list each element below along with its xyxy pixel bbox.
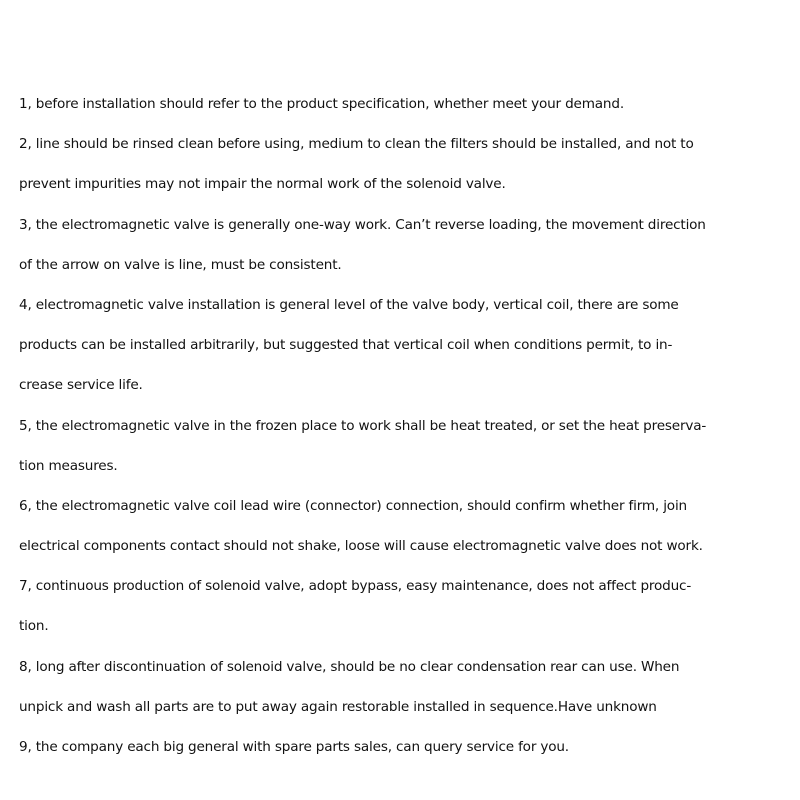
text-line-1: 1, before installation should refer to the product specification, whether meet your demand. [19, 96, 624, 112]
text-line-7: products can be installed arbitrarily, but suggested that vertical coil when conditions permit, to in- [19, 337, 673, 354]
text-line-6: 4, electromagnetic valve installation is general level of the valve body, vertical coil, there are some [19, 296, 679, 313]
text-line-9: 5, the electromagnetic valve in the frozen place to work shall be heat treated, or set the heat preserva- [19, 417, 707, 434]
text-line-10: tion measures. [19, 457, 118, 474]
text-line-14: tion. [19, 618, 49, 635]
text-line-11: 6, the electromagnetic valve coil lead wire (connector) connection, should confirm whether firm, join [19, 497, 687, 514]
text-line-2: 2, line should be rinsed clean before using, medium to clean the filters should be installed, and not to [19, 136, 694, 153]
text-line-17: 9, the company each big general with spare parts sales, can query service for you. [19, 739, 569, 755]
text-line-12: electrical components contact should not shake, loose will cause electromagnetic valve does not work. [19, 538, 703, 555]
text-line-3: prevent impurities may not impair the normal work of the solenoid valve. [19, 176, 506, 193]
text-line-16: unpick and wash all parts are to put away again restorable installed in sequence.Have unknown [19, 698, 657, 715]
text-line-5: of the arrow on valve is line, must be consistent. [19, 256, 342, 273]
text-line-8: crease service life. [19, 377, 143, 394]
text-line-13: 7, continuous production of solenoid valve, adopt bypass, easy maintenance, does not affect produc- [19, 578, 692, 595]
text-line-15: 8, long after discontinuation of solenoid valve, should be no clear condensation rear can use. When [19, 658, 680, 675]
instructions-document [19, 92, 779, 775]
text-line-4: 3, the electromagnetic valve is generally one-way work. Can’t reverse loading, the movement direction [19, 216, 706, 233]
